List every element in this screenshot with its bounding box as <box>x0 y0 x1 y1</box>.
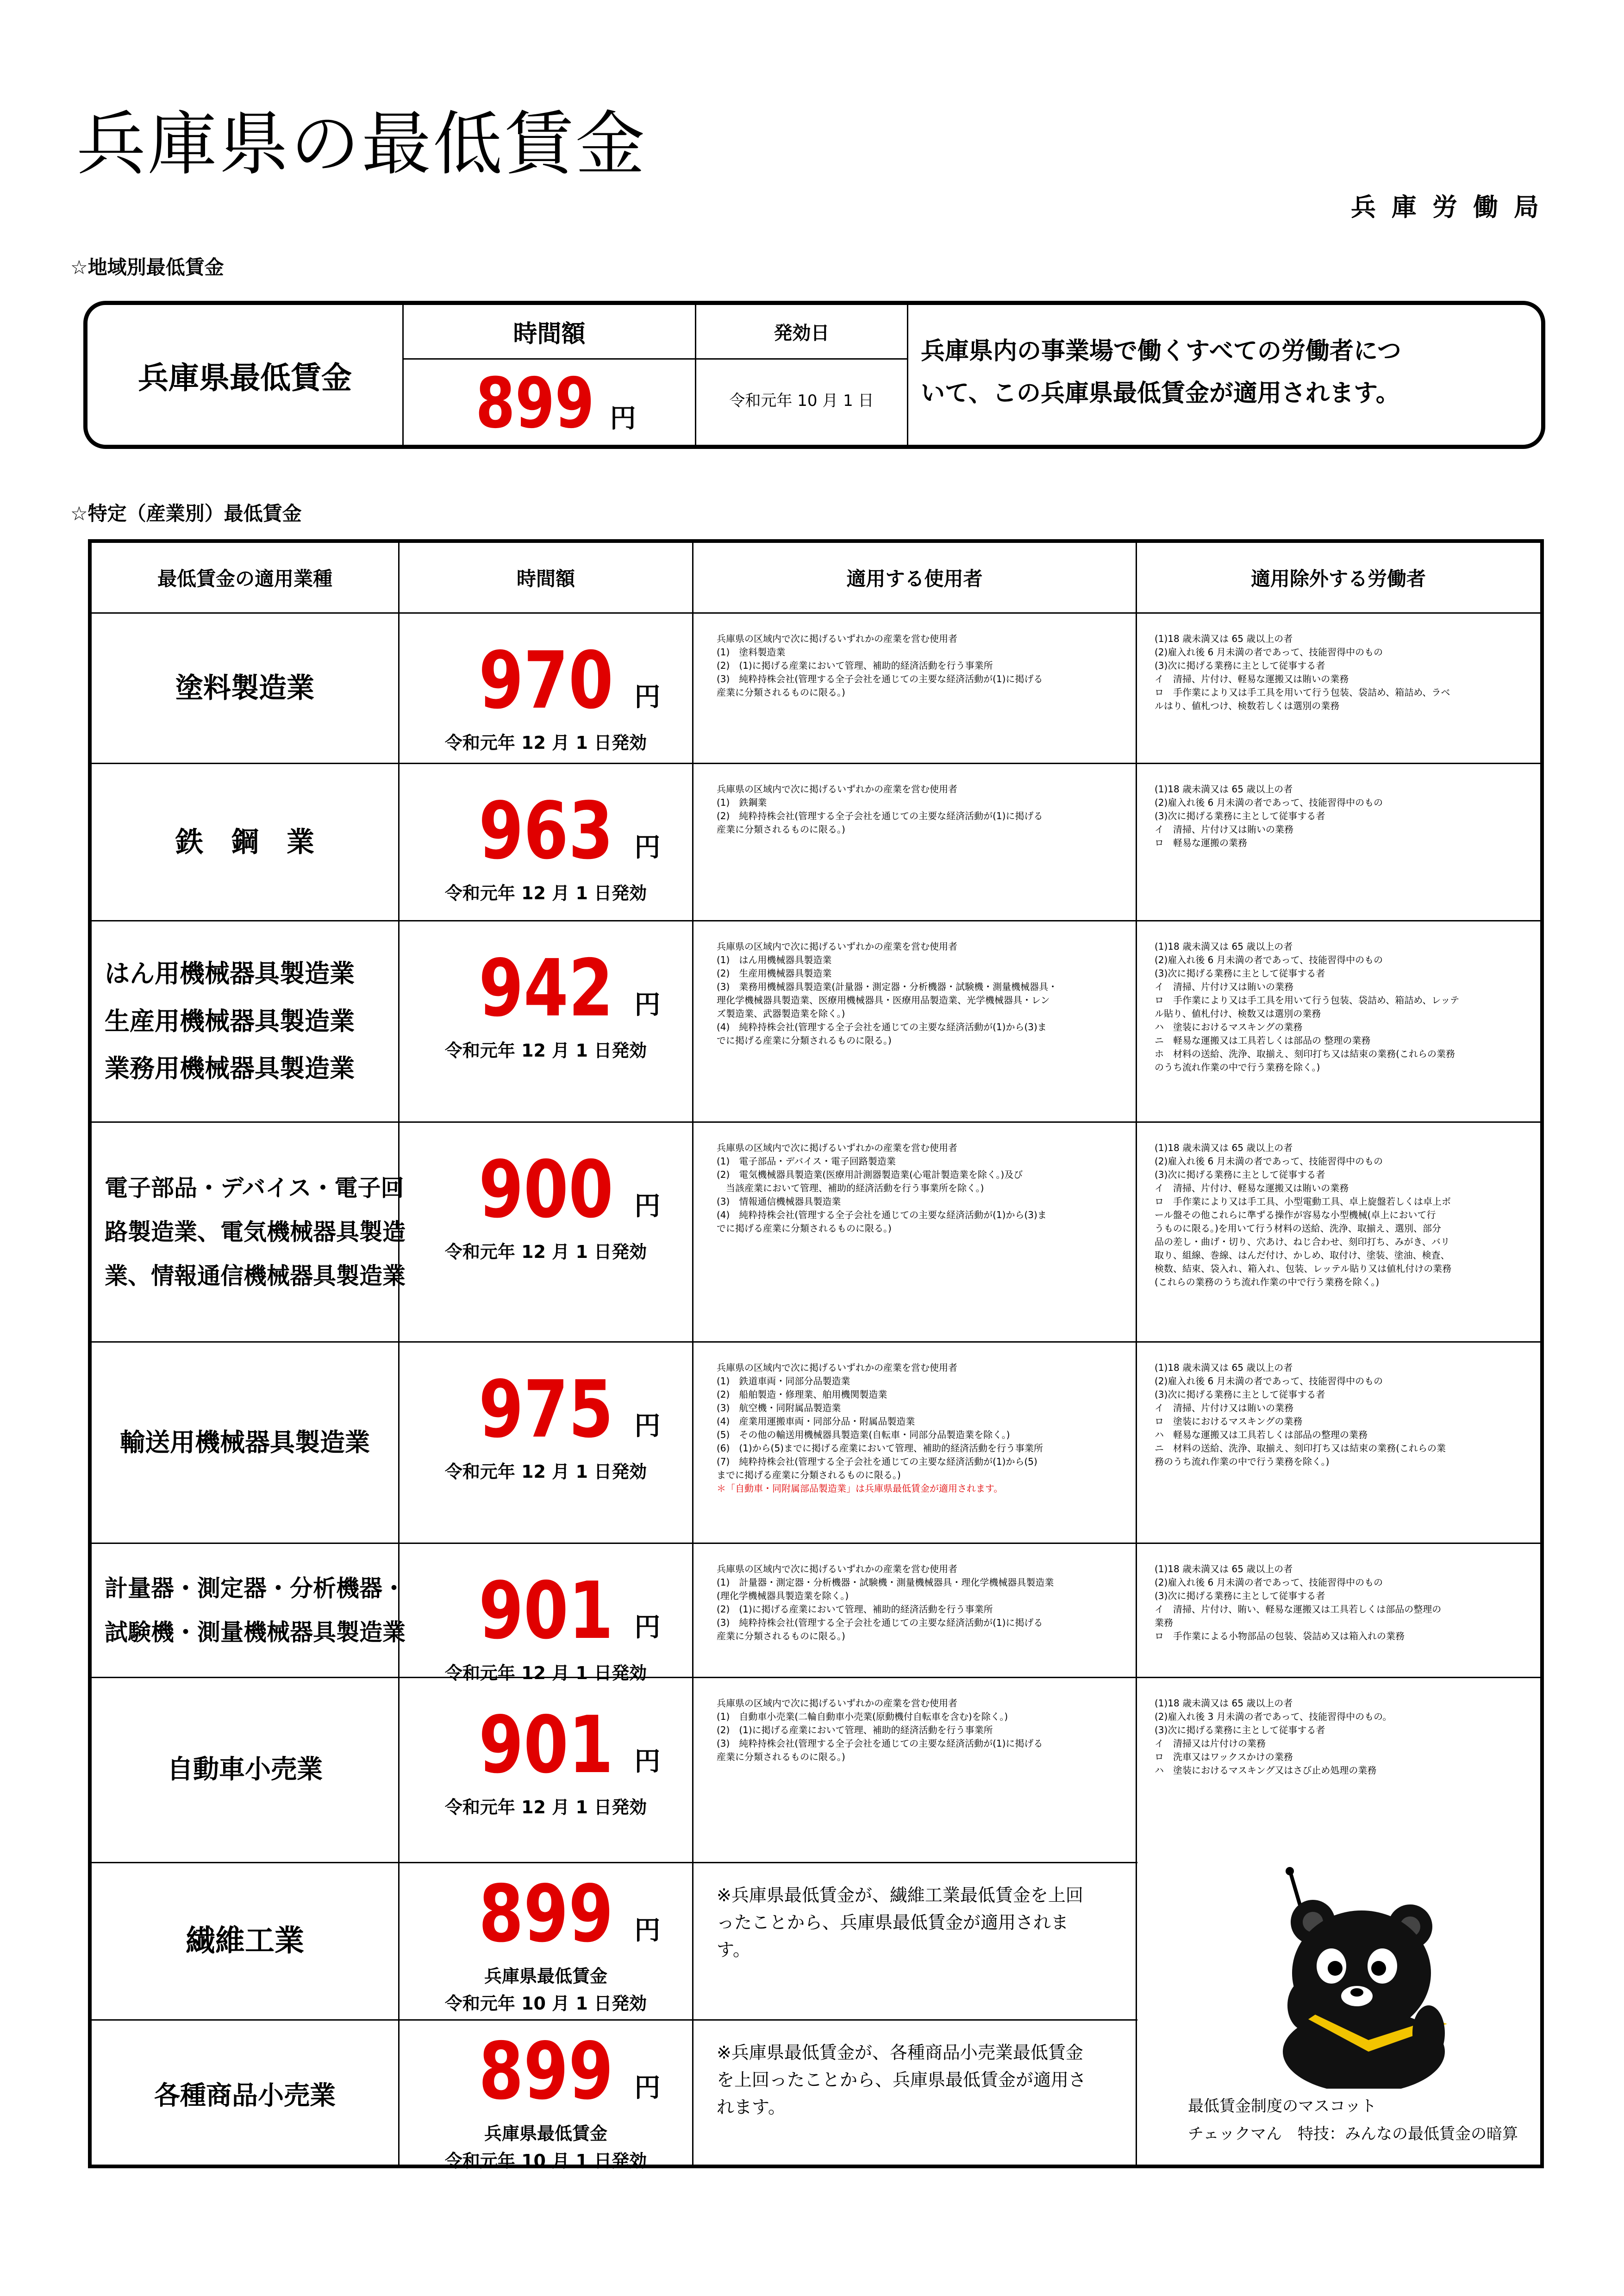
employer-line: (3) 純粋持株会社(管理する全子会社を通じての主要な経済活動が(1)に掲げる <box>717 673 1043 684</box>
issuer-name: 兵庫労働局 <box>1351 193 1555 222</box>
regional-amount: 899 <box>475 363 595 444</box>
employer-line: (1) 鉄鋼業 <box>717 797 767 808</box>
effective-date: 令和元年 12 月 1 日発効 <box>444 1462 647 1482</box>
exclusion-line: (1)18 歳未満又は 65 歳以上の者 <box>1155 633 1293 644</box>
exclusion-line: ニ 材料の送給、洗浄、取揃え、刻印打ち又は結束の業務(これらの業 <box>1155 1443 1446 1454</box>
applicable-employers <box>698 614 1136 763</box>
applicable-employers <box>698 1678 1136 1862</box>
table-row <box>92 1862 1137 2019</box>
wage-amount: 901 <box>478 1699 613 1791</box>
table-row <box>92 2019 1137 2172</box>
employer-line: (2) (1)に掲げる産業において管理、補助的経済活動を行う事業所 <box>717 660 993 671</box>
industry-line: 業務用機械器具製造業 <box>105 1054 355 1083</box>
employer-line: 当該産業において管理、補助的経済活動を行う事業所を除く。) <box>717 1182 984 1194</box>
exclusion-line: のうち流れ作業の中で行う業務を除く。) <box>1155 1062 1320 1073</box>
industry-name <box>92 2021 398 2172</box>
regional-wage-name: 兵庫県最低賃金 <box>138 360 352 396</box>
industry-name <box>92 1123 406 1341</box>
employer-line: (3) 情報通信機械器具製造業 <box>717 1196 841 1207</box>
exclusion-line: (1)18 歳未満又は 65 歳以上の者 <box>1155 1142 1293 1153</box>
employer-line: 兵庫県の区域内で次に掲げるいずれかの産業を営む使用者 <box>717 1698 957 1709</box>
yen-unit: 円 <box>634 1612 661 1643</box>
exclusion-line: 品の差し・曲げ・切り、穴あけ、ねじ合わせ、刻印打ち、みがき、バリ <box>1155 1236 1450 1247</box>
regional-note <box>921 330 1541 415</box>
employer-line: 兵庫県の区域内で次に掲げるいずれかの産業を営む使用者 <box>717 633 957 644</box>
mascot-area <box>1137 1862 1540 2167</box>
industry-name <box>92 764 398 920</box>
hourly-wage-cell <box>400 1544 692 1683</box>
employer-line: 兵庫県の区域内で次に掲げるいずれかの産業を営む使用者 <box>717 784 957 795</box>
exclusion-line: ハ 軽易な運搬又は工具若しくは部品の整理の業務 <box>1155 1429 1368 1440</box>
industry-name <box>92 1343 398 1543</box>
header-industry: 最低賃金の適用業種 <box>157 567 332 590</box>
exclusion-line: ロ 手作業による小物部品の包装、袋詰め又は箱入れの業務 <box>1155 1630 1405 1642</box>
exclusion-line: イ 清掃、片付け、軽易な運搬又は賄いの業務 <box>1155 673 1349 684</box>
exclusion-line: ホ 材料の送給、洗浄、取揃え、刻印打ち又は結束の業務(これらの業務 <box>1155 1048 1455 1059</box>
applicable-employers <box>698 921 1136 1121</box>
employer-line: 産業に分類されるものに限る。) <box>717 824 845 835</box>
header-exclusions: 適用除外する労働者 <box>1250 567 1426 590</box>
table-row <box>92 763 1540 920</box>
employer-line: (2) 生産用機械器具製造業 <box>717 968 832 979</box>
exclusion-line: (3)次に掲げる業務に主として従事する者 <box>1155 1169 1325 1180</box>
effective-date: 兵庫県最低賃金 <box>484 2123 607 2144</box>
regional-effective-label: 発効日 <box>774 323 830 344</box>
exclusion-line: (これらの業務のうち流れ作業の中で行う業務を除く。) <box>1155 1276 1380 1288</box>
yen-unit: 円 <box>634 1747 661 1777</box>
employer-line: 兵庫県の区域内で次に掲げるいずれかの産業を営む使用者 <box>717 1563 957 1574</box>
employer-line: でに掲げる産業に分類されるものに限る。) <box>717 1223 892 1234</box>
exclusion-line: イ 清掃、片付け又は賄いの業務 <box>1155 981 1293 992</box>
exclusion-line: (2)雇入れ後 3 月未満の者であって、技能習得中のもの。 <box>1155 1711 1392 1722</box>
excluded-workers <box>1142 1678 1540 1862</box>
wage-amount: 963 <box>478 785 613 877</box>
employer-line: 兵庫県の区域内で次に掲げるいずれかの産業を営む使用者 <box>717 941 957 952</box>
employer-line: 産業に分類されるものに限る。) <box>717 1751 845 1762</box>
industry-line: 生産用機械器具製造業 <box>105 1006 355 1036</box>
regional-section-heading: ☆地域別最低賃金 <box>70 256 224 279</box>
industry-line: 各種商品小売業 <box>154 2081 336 2111</box>
industry-line: 計量器・測定器・分析機器・ <box>105 1574 406 1602</box>
note-line: す。 <box>717 1939 750 1960</box>
employer-line: (6) (1)から(5)までに掲げる産業において管理、補助的経済活動を行う事業所 <box>717 1443 1043 1454</box>
exclusion-line: 業務 <box>1155 1617 1173 1628</box>
effective-date: 兵庫県最低賃金 <box>484 1966 607 1986</box>
bear-mascot-icon <box>1230 1867 1461 2089</box>
exclusion-line: ハ 塗装におけるマスキング又はさび止め処理の業務 <box>1155 1765 1377 1776</box>
industry-line: 業、情報通信機械器具製造業 <box>105 1262 406 1289</box>
exclusion-line: うものに限る。)を用いて行う材料の送給、洗浄、取揃え、選別、部分 <box>1155 1223 1442 1234</box>
employer-line: (2) (1)に掲げる産業において管理、補助的経済活動を行う事業所 <box>717 1724 993 1736</box>
industry-name <box>92 921 398 1121</box>
exclusion-line: (3)次に掲げる業務に主として従事する者 <box>1155 660 1325 671</box>
employer-line: (1) 計量器・測定器・分析機器・試験機・測量機械器具・理化学機械器具製造業 <box>717 1577 1054 1588</box>
industry-name <box>92 614 398 763</box>
employer-note: ＊「自動車・同附属部品製造業」は兵庫県最低賃金が適用されます。 <box>717 1483 1003 1494</box>
yen-unit: 円 <box>634 833 661 863</box>
wage-amount: 901 <box>478 1565 613 1657</box>
effective-date: 令和元年 10 月 1 日発効 <box>444 2151 647 2171</box>
exclusion-line: ロ 洗車又はワックスかけの業務 <box>1155 1751 1293 1762</box>
employer-line: (2) 電気機械器具製造業(医療用計測器製造業(心電計製造業を除く。)及び <box>717 1169 1023 1180</box>
exclusion-line: 務のうち流れ作業の中で行う業務を除く。) <box>1155 1456 1330 1467</box>
exclusion-line: (3)次に掲げる業務に主として従事する者 <box>1155 1389 1325 1400</box>
exclusion-line: ロ 手作業により又は手工具を用いて行う包装、袋詰め、箱詰め、レッテ <box>1155 995 1460 1006</box>
hourly-wage-cell <box>400 764 692 920</box>
employer-line: (理化学機械器具製造業を除く。) <box>717 1590 849 1601</box>
effective-date: 令和元年 12 月 1 日発効 <box>444 1797 647 1817</box>
applicable-employers <box>698 1123 1136 1341</box>
applicability-note <box>698 1863 1136 1964</box>
specific-wage-table <box>88 539 1544 2171</box>
exclusion-line: (1)18 歳未満又は 65 歳以上の者 <box>1155 1563 1293 1574</box>
specific-section-heading: ☆特定（産業別）最低賃金 <box>70 502 302 525</box>
industry-name <box>92 1544 406 1677</box>
exclusion-line: (1)18 歳未満又は 65 歳以上の者 <box>1155 941 1293 952</box>
exclusion-line: (2)雇入れ後 6 月未満の者であって、技能習得中のもの <box>1155 797 1383 808</box>
exclusion-line: (3)次に掲げる業務に主として従事する者 <box>1155 1590 1325 1601</box>
excluded-workers <box>1142 1544 1540 1677</box>
regional-hourly-label: 時間額 <box>513 320 586 348</box>
employer-line: ズ製造業、武器製造業を除く。) <box>717 1008 845 1019</box>
exclusion-line: ール盤その他これらに準ずる操作が容易な小型機械(卓上において行 <box>1155 1209 1436 1220</box>
employer-line: 理化学機械器具製造業、医療用機械器具・医療用品製造業、光学機械器具・レン <box>717 995 1050 1006</box>
hourly-wage-cell <box>400 921 692 1121</box>
hourly-wage-cell <box>400 2021 692 2172</box>
exclusion-line: ハ 塗装におけるマスキングの業務 <box>1155 1021 1303 1033</box>
industry-line: 鉄 鋼 業 <box>175 826 314 859</box>
yen-unit: 円 <box>634 1916 661 1946</box>
employer-line: (2) 船舶製造・修理業、舶用機関製造業 <box>717 1389 887 1400</box>
table-row <box>92 1341 1540 1543</box>
exclusion-line: (1)18 歳未満又は 65 歳以上の者 <box>1155 1362 1293 1373</box>
industry-line: 塗料製造業 <box>175 672 314 704</box>
regional-note-line: いて、この兵庫県最低賃金が適用されます。 <box>921 380 1400 407</box>
yen-unit: 円 <box>634 682 661 712</box>
wage-amount: 899 <box>478 2026 613 2117</box>
exclusion-line: 検数、結束、袋入れ、箱入れ、包装、レッテル貼り又は値札付けの業務 <box>1155 1263 1452 1274</box>
note-line: ったことから、兵庫県最低賃金が適用されま <box>717 1912 1069 1933</box>
excluded-workers <box>1142 1123 1540 1341</box>
exclusion-line: ロ 手作業により又は手工具を用いて行う包装、袋詰め、箱詰め、ラベ <box>1155 687 1450 698</box>
employer-line: (4) 産業用運搬車両・同部分品・附属品製造業 <box>717 1416 915 1427</box>
exclusion-line: ロ 塗装におけるマスキングの業務 <box>1155 1416 1303 1427</box>
exclusion-line: (1)18 歳未満又は 65 歳以上の者 <box>1155 1698 1293 1709</box>
wage-amount: 975 <box>478 1364 613 1456</box>
table-row <box>92 1121 1540 1341</box>
employer-line: (4) 純粋持株会社(管理する全子会社を通じての主要な経済活動が(1)から(3)ま <box>717 1021 1047 1033</box>
employer-line: (5) その他の輸送用機械器具製造業(自転車・同部分品製造業を除く。) <box>717 1429 1010 1440</box>
applicability-note <box>698 2021 1136 2121</box>
exclusion-line: (1)18 歳未満又は 65 歳以上の者 <box>1155 784 1293 795</box>
mascot-caption: 最低賃金制度のマスコット <box>1188 2097 1377 2116</box>
note-line: を上回ったことから、兵庫県最低賃金が適用さ <box>717 2069 1087 2090</box>
industry-line: 試験機・測量機械器具製造業 <box>105 1618 406 1646</box>
hourly-wage-cell <box>400 1678 692 1862</box>
yen-unit: 円 <box>634 2073 661 2103</box>
employer-line: (3) 純粋持株会社(管理する全子会社を通じての主要な経済活動が(1)に掲げる <box>717 1617 1043 1628</box>
effective-date: 令和元年 12 月 1 日発効 <box>444 883 647 903</box>
employer-line: (4) 純粋持株会社(管理する全子会社を通じての主要な経済活動が(1)から(3)ま <box>717 1209 1047 1220</box>
industry-line: 自動車小売業 <box>167 1755 323 1785</box>
header-hourly: 時間額 <box>516 567 575 590</box>
exclusion-line: ニ 軽易な運搬又は工具若しくは部品の 整理の業務 <box>1155 1035 1371 1046</box>
wage-amount: 900 <box>478 1144 613 1236</box>
wage-amount: 942 <box>478 943 613 1034</box>
mascot-caption: チェックマん 特技：みんなの最低賃金の暗算 <box>1188 2125 1518 2143</box>
table-row <box>92 612 1540 763</box>
employer-line: 産業に分類されるものに限る。) <box>717 687 845 698</box>
excluded-workers <box>1142 1343 1540 1543</box>
industry-line: 路製造業、電気機械器具製造 <box>105 1218 406 1245</box>
yen-unit: 円 <box>634 990 661 1020</box>
employer-line: (1) 電子部品・デバイス・電子回路製造業 <box>717 1156 896 1167</box>
table-row <box>92 1677 1540 1862</box>
regional-note-line: 兵庫県内の事業場で働くすべての労働者につ <box>921 337 1401 365</box>
employer-line: 兵庫県の区域内で次に掲げるいずれかの産業を営む使用者 <box>717 1142 957 1153</box>
yen-unit: 円 <box>610 404 636 434</box>
exclusion-line: ロ 軽易な運搬の業務 <box>1155 837 1247 848</box>
effective-date: 令和元年 12 月 1 日発効 <box>444 1663 647 1683</box>
regional-amount-cell <box>404 360 695 448</box>
industry-line: 輸送用機械器具製造業 <box>120 1427 370 1457</box>
hourly-wage-cell <box>400 1343 692 1543</box>
regional-wage-box <box>83 301 1545 449</box>
employer-line: 兵庫県の区域内で次に掲げるいずれかの産業を営む使用者 <box>717 1362 957 1373</box>
effective-date: 令和元年 10 月 1 日発効 <box>444 1993 647 2014</box>
exclusion-line: イ 清掃、片付け又は賄いの業務 <box>1155 1402 1293 1413</box>
exclusion-line: (2)雇入れ後 6 月未満の者であって、技能習得中のもの <box>1155 1577 1383 1588</box>
excluded-workers <box>1142 614 1540 763</box>
employer-line: (1) 鉄道車両・同部分品製造業 <box>717 1375 850 1387</box>
hourly-wage-cell <box>400 1863 692 2019</box>
table-row <box>92 1543 1540 1683</box>
exclusion-line: (2)雇入れ後 6 月未満の者であって、技能習得中のもの <box>1155 647 1383 658</box>
employer-line: 産業に分類されるものに限る。) <box>717 1630 845 1642</box>
employer-line: (1) 自動車小売業(二輪自動車小売業(原動機付自転車を含む)を除く。) <box>717 1711 1008 1722</box>
employer-line: (3) 純粋持株会社(管理する全子会社を通じての主要な経済活動が(1)に掲げる <box>717 1738 1043 1749</box>
effective-date: 令和元年 12 月 1 日発効 <box>444 733 647 753</box>
employer-line: (1) 塗料製造業 <box>717 647 786 658</box>
exclusion-line: (2)雇入れ後 6 月未満の者であって、技能習得中のもの <box>1155 1375 1383 1387</box>
exclusion-line: ロ 手作業により又は手工具、小型電動工具、卓上旋盤若しくは卓上ボ <box>1155 1196 1451 1207</box>
excluded-workers <box>1142 764 1540 920</box>
employer-line: (3) 業務用機械器具製造業(計量器・測定器・分析機器・試験機・測量機械器具・ <box>717 981 1058 992</box>
industry-line: 繊維工業 <box>186 1923 304 1958</box>
industry-name <box>92 1678 398 1862</box>
yen-unit: 円 <box>634 1191 661 1221</box>
exclusion-line: (3)次に掲げる業務に主として従事する者 <box>1155 968 1325 979</box>
exclusion-line: (3)次に掲げる業務に主として従事する者 <box>1155 1724 1325 1736</box>
wage-amount: 899 <box>478 1868 613 1960</box>
employer-line: までに掲げる産業に分類されるものに限る。) <box>717 1469 901 1481</box>
divider <box>907 305 908 445</box>
wage-amount: 970 <box>478 635 613 727</box>
page-title: 兵庫県の最低賃金 <box>76 104 647 185</box>
note-line: れます。 <box>717 2097 786 2117</box>
note-line: ※兵庫県最低賃金が、各種商品小売業最低賃金 <box>717 2042 1083 2063</box>
hourly-wage-cell <box>400 614 692 763</box>
exclusion-line: 取り、組線、巻線、はんだ付け、かしめ、取付け、塗装、塗油、検査、 <box>1155 1250 1450 1261</box>
exclusion-line: ルはり、値札つけ、検数若しくは選別の業務 <box>1155 700 1340 711</box>
applicable-employers <box>698 1343 1136 1543</box>
employer-line: (7) 純粋持株会社(管理する全子会社を通じての主要な経済活動が(1)から(5) <box>717 1456 1037 1467</box>
employer-line: (2) (1)に掲げる産業において管理、補助的経済活動を行う事業所 <box>717 1604 993 1615</box>
applicable-employers <box>698 1544 1136 1677</box>
note-line: ※兵庫県最低賃金が、繊維工業最低賃金を上回 <box>717 1885 1083 1905</box>
table-row <box>92 920 1540 1121</box>
applicable-employers <box>698 764 1136 920</box>
employer-line: (3) 航空機・同附属品製造業 <box>717 1402 841 1413</box>
exclusion-line: イ 清掃、片付け、賄い、軽易な運搬又は工具若しくは部品の整理の <box>1155 1604 1442 1615</box>
exclusion-line: イ 清掃、片付け又は賄いの業務 <box>1155 824 1293 835</box>
employer-line: (2) 純粋持株会社(管理する全子会社を通じての主要な経済活動が(1)に掲げる <box>717 810 1043 821</box>
employer-line: でに掲げる産業に分類されるものに限る。) <box>717 1035 892 1046</box>
employer-line: (1) はん用機械器具製造業 <box>717 954 832 965</box>
regional-effective-date: 令和元年 10 月 1 日 <box>729 391 874 410</box>
header-employers: 適用する使用者 <box>846 567 983 590</box>
exclusion-line: イ 清掃、片付け、軽易な運搬又は賄いの業務 <box>1155 1182 1349 1194</box>
exclusion-line: イ 清掃又は片付けの業務 <box>1155 1738 1266 1749</box>
industry-name <box>92 1863 398 2019</box>
hourly-wage-cell <box>400 1123 692 1341</box>
effective-date: 令和元年 12 月 1 日発効 <box>444 1040 647 1061</box>
exclusion-line: (2)雇入れ後 6 月未満の者であって、技能習得中のもの <box>1155 954 1383 965</box>
yen-unit: 円 <box>634 1411 661 1441</box>
exclusion-line: (2)雇入れ後 6 月未満の者であって、技能習得中のもの <box>1155 1156 1383 1167</box>
industry-line: 電子部品・デバイス・電子回 <box>105 1174 404 1201</box>
industry-line: はん用機械器具製造業 <box>105 959 355 989</box>
exclusion-line: ル貼り、値札付け、検数又は選別の業務 <box>1155 1008 1321 1019</box>
excluded-workers <box>1142 921 1540 1121</box>
effective-date: 令和元年 12 月 1 日発効 <box>444 1242 647 1262</box>
exclusion-line: (3)次に掲げる業務に主として従事する者 <box>1155 810 1325 821</box>
